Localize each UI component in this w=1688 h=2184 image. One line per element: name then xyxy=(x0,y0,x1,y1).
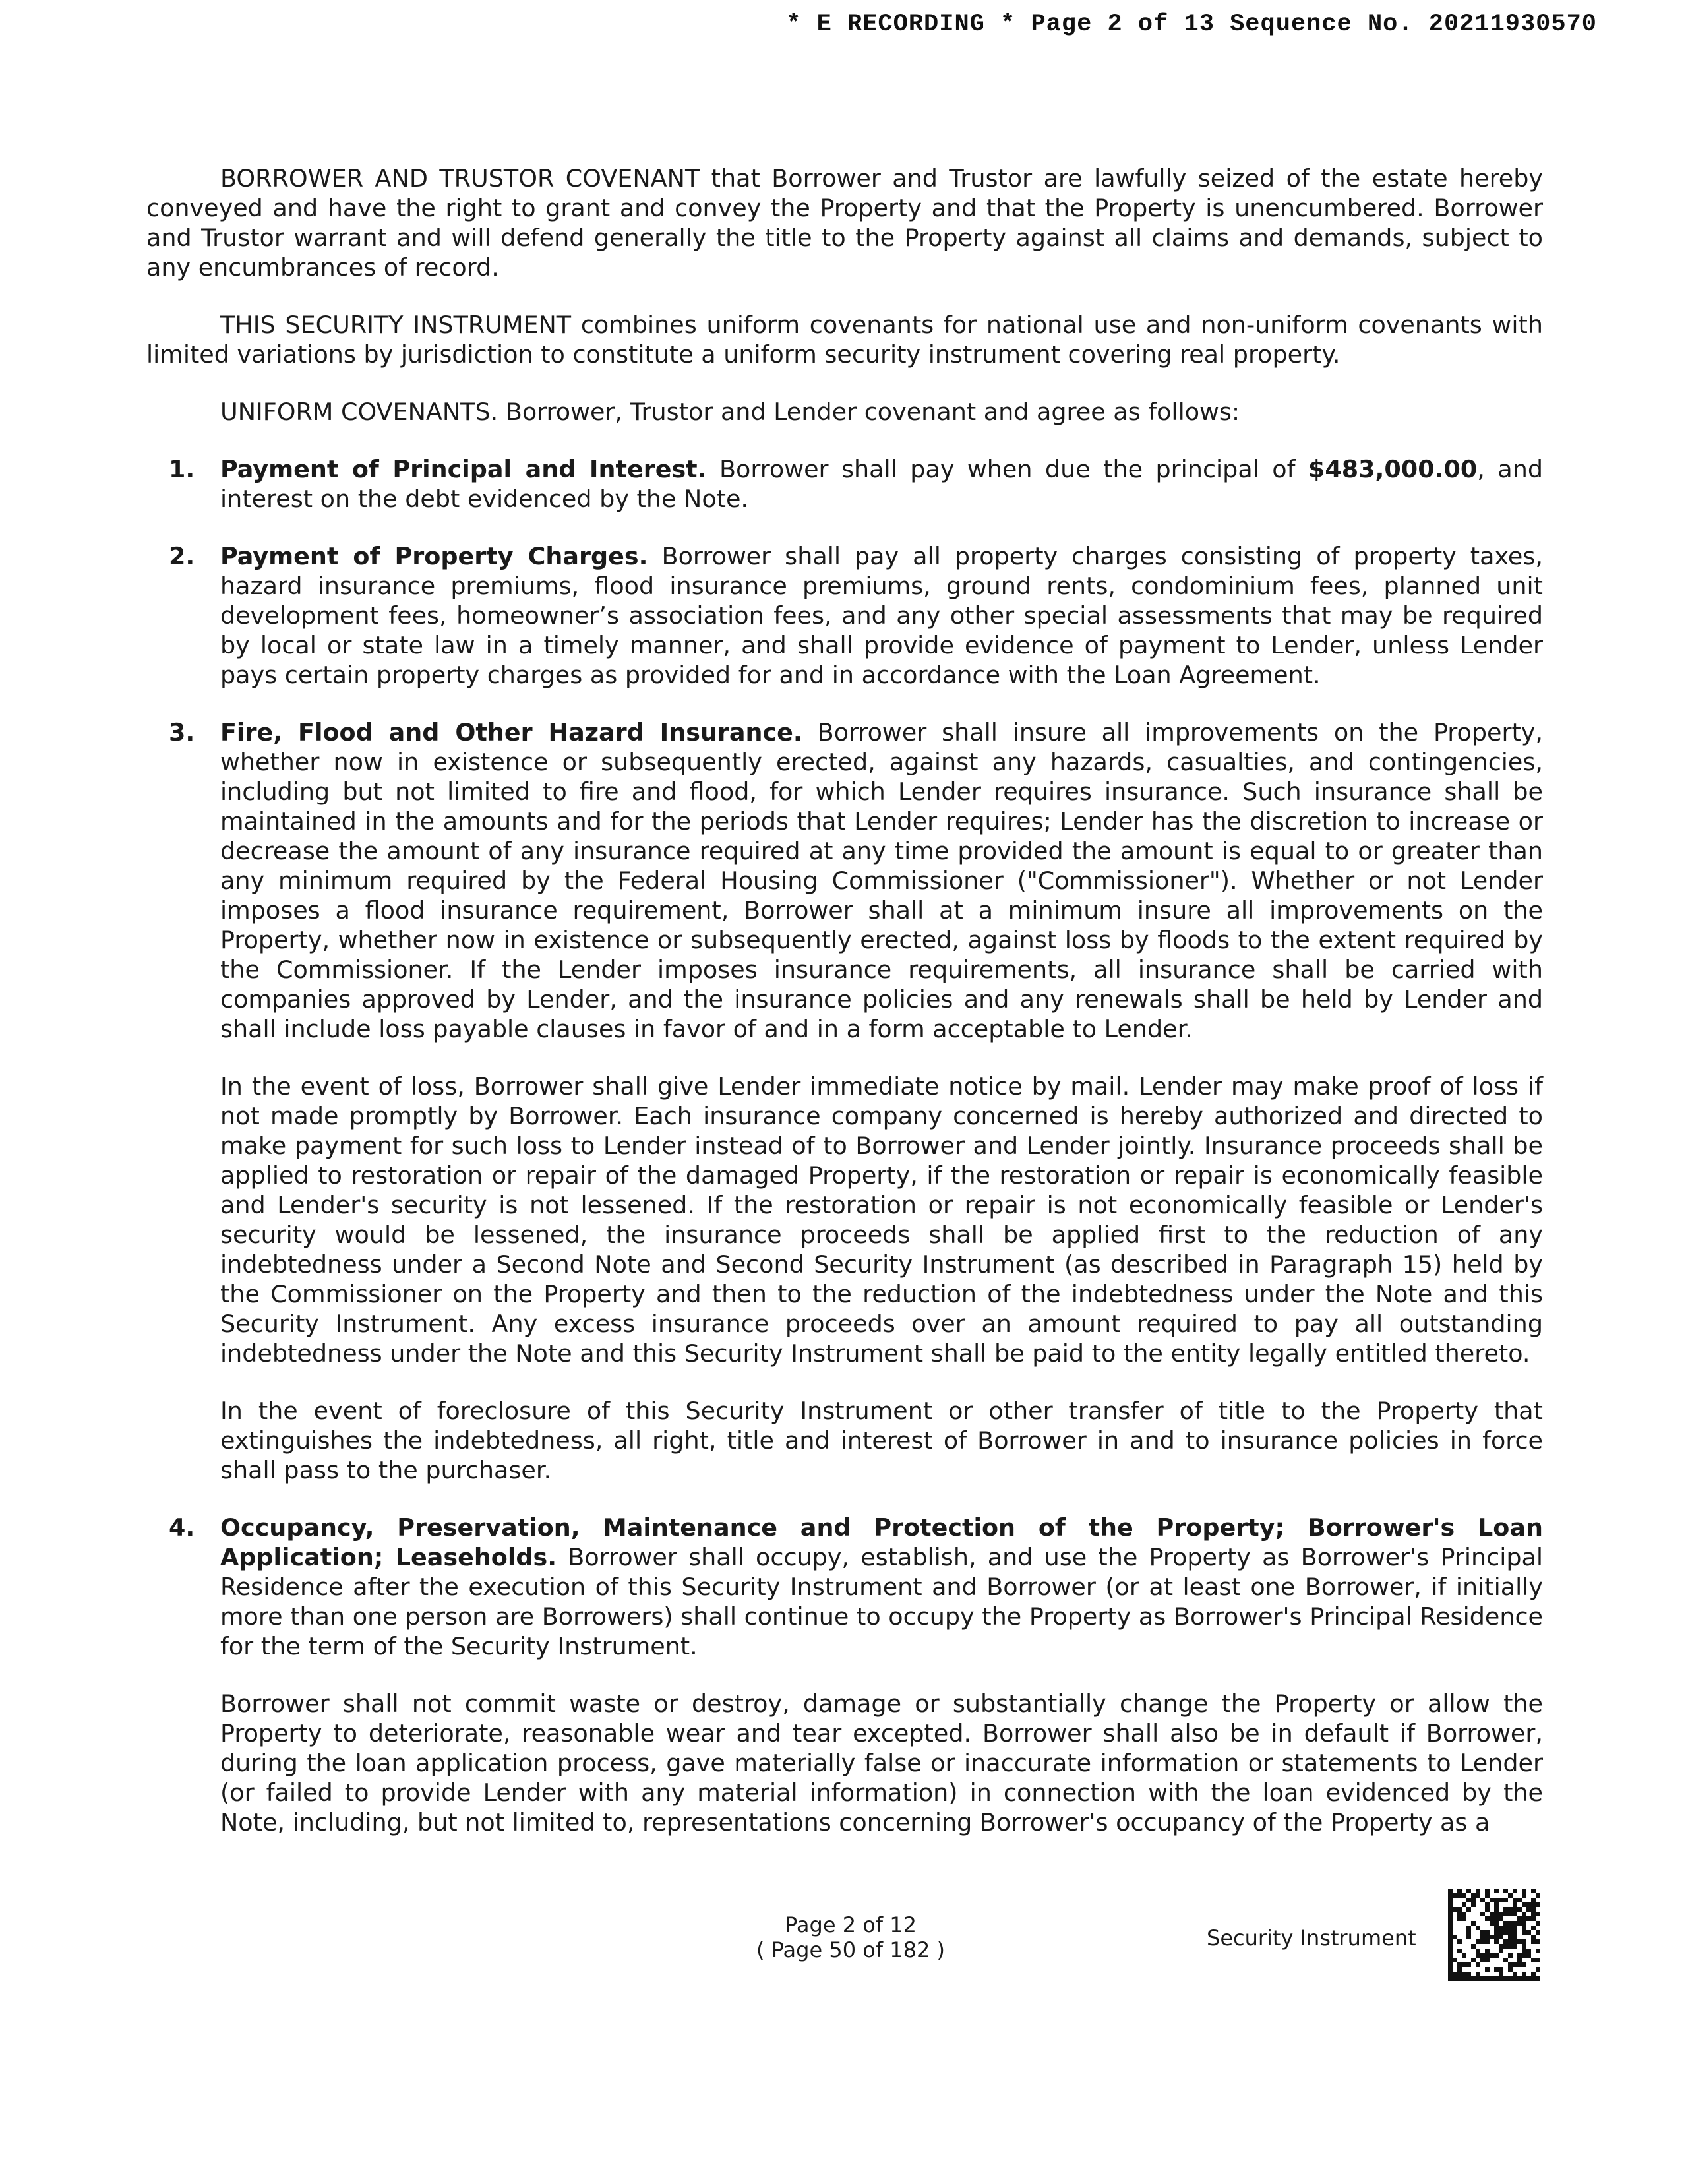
principal-amount: $483,000.00 xyxy=(1308,455,1478,483)
item-number: 4. xyxy=(169,1513,195,1542)
document-body xyxy=(146,164,1543,1865)
item-title: Payment of Property Charges. xyxy=(220,542,648,570)
uniform-covenants-paragraph: UNIFORM COVENANTS. Borrower, Trustor and Lender covenant and agree as follows: xyxy=(220,398,1240,426)
covenant-item-3 xyxy=(146,717,1543,1485)
item-4-paragraph-2: Borrower shall not commit waste or destroy, damage or substantially change the Property or allow the Property to deteriorate, reasonable wear and tear excepted. Borrower shall also be in default if Borrower, during the loan application process, gave materially false or inaccurate information or statements to Lender (or failed to provide Lender with any material information) in connection with the loan evidenced by the Note, including, but not limited to, representations concerning Borrower's occupancy of the Property as a xyxy=(220,1689,1543,1836)
item-number: 3. xyxy=(169,718,195,746)
item-3-text: Fire, Flood and Other Hazard Insurance. Borrower shall insure all improvements on the Property, whether now in existence or subsequently erected, against any hazards, casualties, and contingencies, including but not limited to fire and flood, for which Lender requires insurance. Such insurance shall be maintained in the amounts and for the periods that Lender requires; Lender has the discretion to increase or decrease the amount of any insurance required at any time provided the amount is equal to or greater than any minimum required by the Federal Housing Commissioner ("Commissioner"). Whether or not Lender imposes a flood insurance requirement, Borrower shall at a minimum insure all improvements on the Property, whether now in existence or subsequently erected, against loss by floods to the extent required by the Commissioner. If the Lender imposes insurance requirements, all insurance shall be carried with companies approved by Lender, and the insurance policies and any renewals shall be held by Lender and shall include loss payable clauses in favor of and in a form acceptable to Lender. xyxy=(220,718,1543,1043)
item-2-text: Payment of Property Charges. Borrower shall pay all property charges consisting of property taxes, hazard insurance premiums, flood insurance premiums, ground rents, condominium fees, planned unit development fees, homeowner’s association fees, and any other special assessments that may be required by local or state law in a timely manner, and shall provide evidence of payment to Lender, unless Lender pays certain property charges as provided for and in accordance with the Loan Agreement. xyxy=(220,542,1544,689)
datamatrix-barcode-icon xyxy=(1448,1889,1540,1981)
covenant-paragraph: BORROWER AND TRUSTOR COVENANT that Borrower and Trustor are lawfully seized of the estate hereby conveyed and have the right to grant and convey the Property and that the Property is unencumbered. Borrower and Trustor warrant and will defend generally the title to the Property against all claims and demands, subject to any encumbrances of record. xyxy=(146,164,1543,282)
item-1-text: Payment of Principal and Interest. Borrower shall pay when due the principal of $483,000.00, and interest on the debt evidenced by the Note. xyxy=(220,455,1544,513)
item-3-paragraph-2: In the event of loss, Borrower shall give Lender immediate notice by mail. Lender may make proof of loss if not made promptly by Borrower. Each insurance company concerned is hereby authorized and directed to make payment for such loss to Lender instead of to Borrower and Lender jointly. Insurance proceeds shall be applied to restoration or repair of the damaged Property, if the restoration or repair is economically feasible and Lender's security is not lessened. If the restoration or repair is not economically feasible or Lender's security would be lessened, the insurance proceeds shall be applied first to the reduction of any indebtedness under a Second Note and Second Security Instrument (as described in Paragraph 15) held by the Commissioner on the Property and then to the reduction of the indebtedness under the Note and this Security Instrument. Any excess insurance proceeds over an amount required to pay all outstanding indebtedness under the Note and this Security Instrument shall be paid to the entity legally entitled thereto. xyxy=(220,1072,1543,1368)
item-number: 1. xyxy=(169,455,195,483)
item-title: Payment of Principal and Interest. xyxy=(220,455,707,483)
page-overall: ( Page 50 of 182 ) xyxy=(756,1937,945,1962)
item-title: Occupancy, Preservation, Maintenance and Protection of the Property; Borrower's Loan Application; Leaseholds. xyxy=(220,1513,1543,1571)
covenant-item-1 xyxy=(146,454,1543,514)
recording-stamp: * E RECORDING * Page 2 of 13 Sequence No. 20211930570 xyxy=(786,11,1597,38)
item-title: Fire, Flood and Other Hazard Insurance. xyxy=(220,718,802,746)
item-number: 2. xyxy=(169,542,195,570)
page-number-block xyxy=(725,1912,976,1962)
page-of: Page 2 of 12 xyxy=(785,1912,917,1937)
item-3-paragraph-3: In the event of foreclosure of this Security Instrument or other transfer of title to the Property that extinguishes the indebtedness, all right, title and interest of Borrower in and to insurance policies in force shall pass to the purchaser. xyxy=(220,1397,1543,1484)
security-instrument-paragraph: THIS SECURITY INSTRUMENT combines uniform covenants for national use and non-uniform covenants with limited variations by jurisdiction to constitute a uniform security instrument covering real property. xyxy=(146,311,1543,369)
covenant-item-2 xyxy=(146,541,1543,690)
covenant-item-4 xyxy=(146,1513,1543,1837)
item-4-text: Occupancy, Preservation, Maintenance and Protection of the Property; Borrower's Loan Application; Leaseholds. Borrower shall occupy, establish, and use the Property as Borrower's Principal Residence after the execution of this Security Instrument and Borrower (or at least one Borrower, if initially more than one person are Borrowers) shall continue to occupy the Property as Borrower's Principal Residence for the term of the Security Instrument. xyxy=(220,1513,1544,1660)
document-name: Security Instrument xyxy=(1207,1926,1416,1951)
